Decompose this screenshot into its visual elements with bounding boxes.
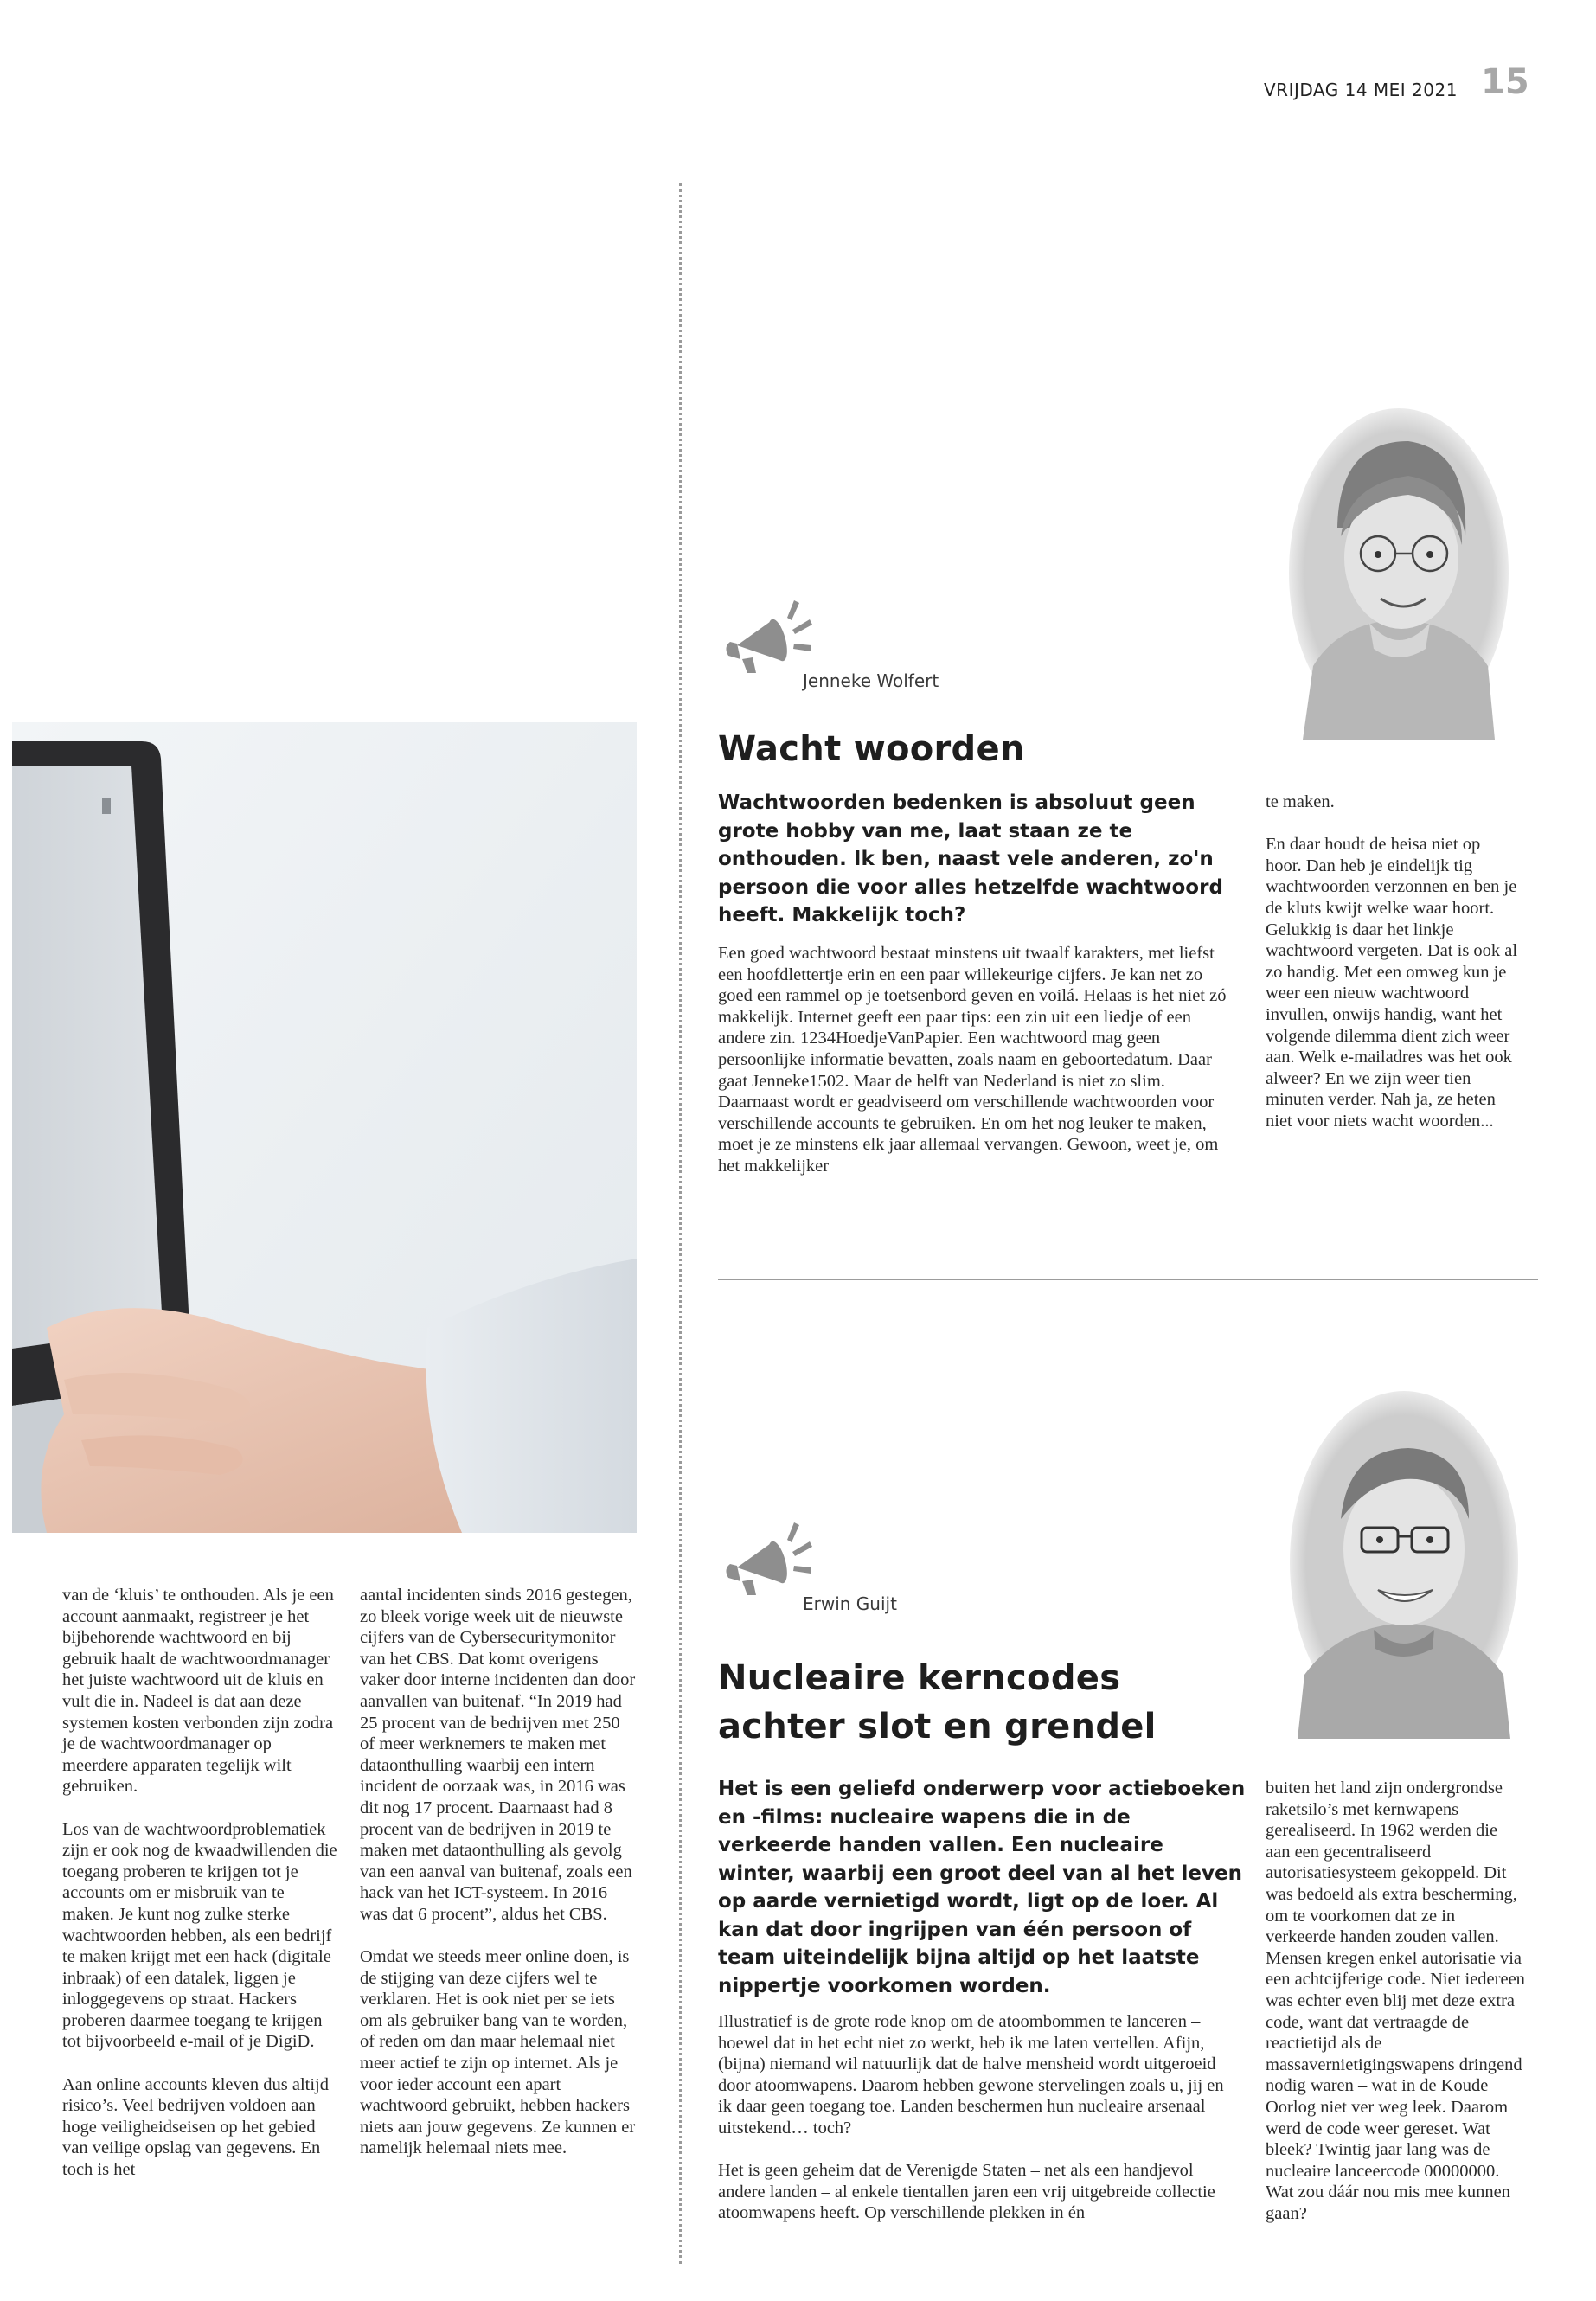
article-body-side: buiten het land zijn ondergrondse raketsilo’s met kernwapens gerealiseerd. In 1962 werden die aan een gecentraliseerd autorisatiesysteem gekoppeld. Dit was bedoeld als extra bescherming, om te voorkomen dat ze in verkeerde handen zouden vallen. Mensen kregen enkel autorisatie via een achtcijferige code. Niet iedereen was echter even blij met deze extra code, want dat vertraagde de reactietijd als de massavernietigingswapens dringend nodig waren – wat in de Koude Oorlog niet ver weg leek. Daarom werd de code weer gereset. Wat bleek? Twintig jaar lang was de nucleaire lanceercode 00000000. Wat zou dáár nou mis mee kunnen gaan? — [1266, 1779, 1525, 2223]
article-title: Wacht woorden — [718, 729, 1025, 769]
author-name: Jenneke Wolfert — [803, 670, 939, 691]
column-separator — [679, 183, 682, 2264]
paragraph: En daar houdt de heisa niet op hoor. Dan heb je eindelijk tig wachtwoorden verzonnen en ben je de kluts kwijt welke waar hoort. Gelukkig is daar het linkje wachtwoord vergeten. Dat is ook al zo handig. Met een omweg kun je weer een nieuw wachtwoord invullen, onwijs handig, want het volgende dilemma dient zich weer aan. Welk e-mailadres was het ook alweer? En we zijn weer tien minuten verder. Nah ja, ze heten niet voor niets wacht woorden... — [1266, 835, 1518, 1131]
page-number: 15 — [1481, 62, 1529, 102]
article-column-left-2 — [360, 1585, 637, 2181]
article-body-side — [1266, 792, 1518, 1153]
article-lead: Wachtwoorden bedenken is absoluut geen grote hobby van me, laat staan ze te onthouden. Ik ben, naast vele anderen, zo'n persoon die voor alles hetzelfde wachtwoord heeft. Makkelijk toch? — [718, 792, 1223, 926]
paragraph: Het is geen geheim dat de Verenigde Staten – net als een handjevol andere landen – al enkele tientallen jaren een vrij uitgebreide collectie atoomwapens heeft. Op verschillende plekken in én — [718, 2161, 1215, 2223]
header-date: VRIJDAG 14 MEI 2021 — [1264, 80, 1458, 100]
article-column-left-1 — [62, 1585, 339, 2202]
section-divider — [718, 1279, 1538, 1280]
laptop-photo — [12, 722, 637, 1533]
author-name: Erwin Guijt — [803, 1593, 897, 1614]
article-lead: Het is een geliefd onderwerp voor actieboeken en -films: nucleaire wapens die in de verkeerde handen vallen. Een nucleaire winter, waarbij een groot deel van al het leven op aarde vernietigd wordt, ligt op de loer. Al kan dat door ingrijpen van één persoon of team uiteindelijk bijna altijd op het laatste nippertje voorkomen worden. — [718, 1778, 1246, 1997]
article-title-line: Nucleaire kerncodes — [718, 1658, 1121, 1698]
megaphone-icon — [720, 1516, 817, 1602]
article-title — [718, 1654, 1157, 1751]
portrait-jenneke — [1287, 407, 1510, 740]
megaphone-icon — [720, 593, 817, 680]
paragraph: Illustratief is de grote rode knop om de atoombommen te lanceren – hoewel dat in het echt niet zo werkt, heb ik me laten vertellen. Afijn, (bijna) niemand wil natuurlijk dat de halve mensheid wordt uitgeroeid door atoomwapens. Daarom hebben gewone stervelingen zoals u, jij en ik daar geen toegang toe. Landen beschermen hun nucleaire arsenaal uitstekend… toch? — [718, 2012, 1224, 2138]
article-title-line: achter slot en grendel — [718, 1707, 1157, 1747]
portrait-erwin — [1287, 1389, 1521, 1739]
paragraph: van de ‘kluis’ te onthouden. Als je een account aanmaakt, registreer je het bijbehorende wachtwoord en bij gebruik haalt de wachtwoordmanager het juiste wachtwoord uit de kluis en vult die in. Nadeel is dat aan deze systemen kosten verbonden zijn zodra je de wachtwoordmanager op meerdere apparaten tegelijk wilt gebruiken. — [62, 1586, 334, 1797]
paragraph: Los van de wachtwoordproblematiek zijn er ook nog de kwaadwillenden die toegang proberen te krijgen tot je accounts om er misbruik van te maken. Je kunt nog zulke sterke wachtwoorden hebben, als een bedrijf te maken krijgt met een hack (digitale inbraak) of een datalek, liggen je inloggegevens op straat. Hackers proberen daarmee toegang te krijgen tot bijvoorbeeld e-mail of je DigiD. — [62, 1819, 337, 2052]
paragraph: Aan online accounts kleven dus altijd risico’s. Veel bedrijven voldoen aan hoge veiligheidseisen op het gebied van veilige opslag van gegevens. En toch is het — [62, 2074, 329, 2180]
article-body — [718, 2011, 1239, 2246]
paragraph: Omdat we steeds meer online doen, is de stijging van deze cijfers wel te verklaren. Het is ook niet per se iets om als gebruiker bang van te worden, of reden om dan maar helemaal niet meer actief te zijn op internet. Als je voor ieder account een apart wachtwoord gebruikt, hebben hackers niets aan jouw gegevens. Ze kunnen er namelijk helemaal niets mee. — [360, 1947, 636, 2158]
article-body: Een goed wachtwoord bestaat minstens uit twaalf karakters, met liefst een hoofdlettertje erin en een paar willekeurige cijfers. Je kan net zo goed een rammel op je toetsenbord geven en voilá. Helaas is het niet zó makkelijk. Internet geeft een paar tips: een zin uit een liedje of een andere zin. 1234HoedjeVanPapier. Een wachtwoord mag geen persoonlijke informatie bevatten, zoals naam en geboortedatum. Daar gaat Jenneke1502. Maar de helft van Nederland is niet zo slim. Daarnaast wordt er geadviseerd om verschillende wachtwoorden voor verschillende accounts te gebruiken. En om het nog leuker te maken, moet je ze minstens elk jaar allemaal vervangen. Gewoon, weet je, om het makkelijker — [718, 944, 1227, 1176]
paragraph: te maken. — [1266, 792, 1335, 811]
paragraph: aantal incidenten sinds 2016 gestegen, zo bleek vorige week uit de nieuwste cijfers van de Cybersecuritymonitor van het CBS. Dat komt overigens vaker door interne incidenten dan door aanvallen van buitenaf. “In 2019 had 25 procent van de bedrijven met 250 of meer werknemers te maken met dataonthulling waarbij een intern incident de oorzaak was, in 2016 was dit nog 17 procent. Daarnaast had 8 procent van de bedrijven in 2019 te maken met dataonthulling als gevolg van een aanval van buitenaf, zoals een hack van het ICT-systeem. In 2016 was dat 6 procent”, aldus het CBS. — [360, 1586, 636, 1924]
